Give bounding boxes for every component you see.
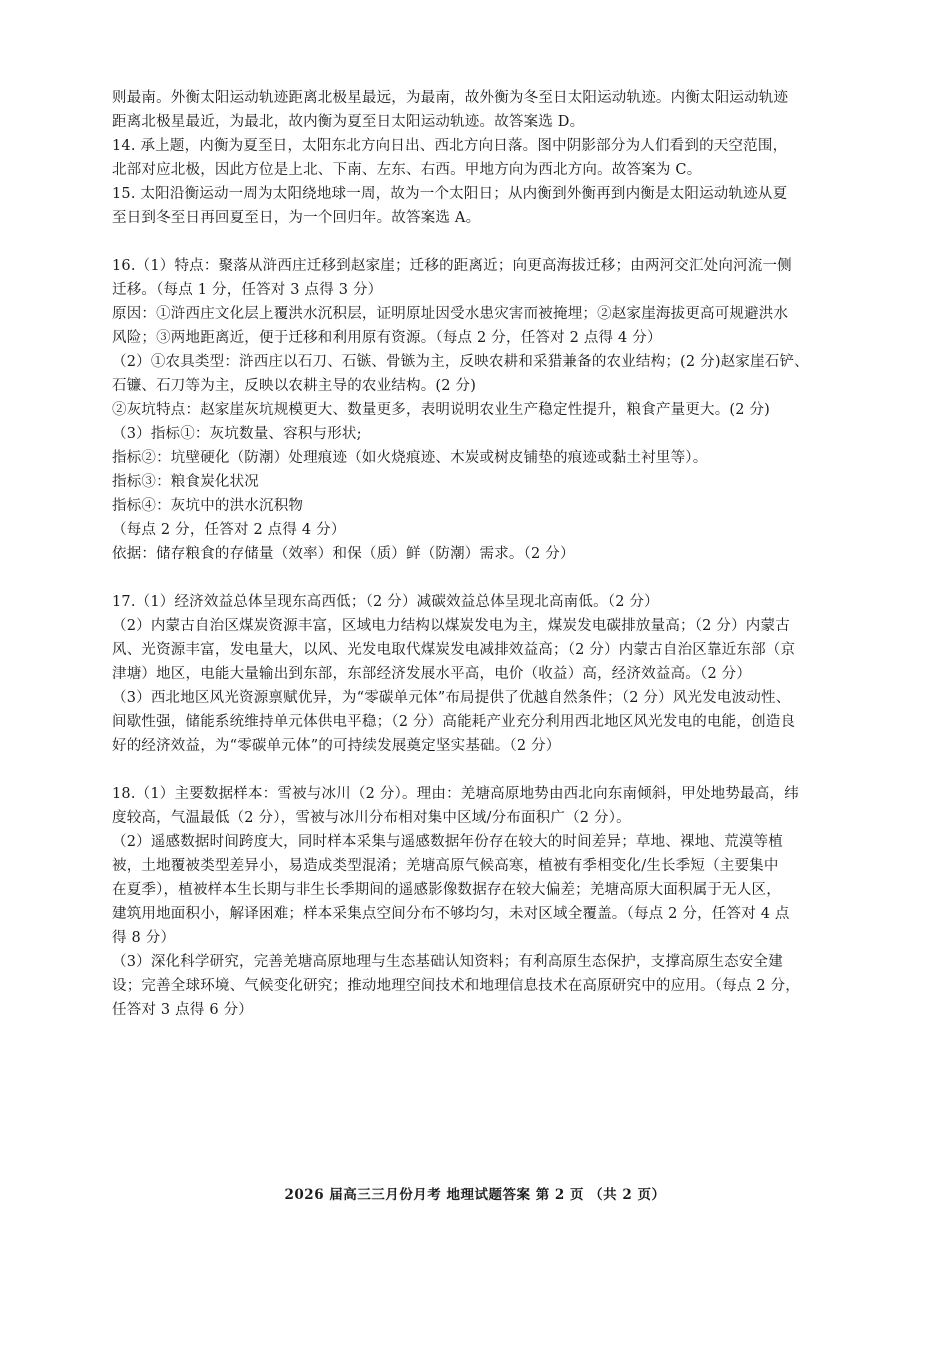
answer-line: 被，土地覆被类型差异小，易造成类型混淆；羌塘高原气候高寒，植被有季相变化/生长季短（主要集中 xyxy=(112,858,779,874)
answer-line: 16.（1）特点：聚落从浒西庄迁移到赵家崖；迁移的距离近；向更高海拔迁移；由两河交汇处向河流一侧 xyxy=(112,258,792,274)
answer-line: 任答对 3 点得 6 分） xyxy=(112,1002,253,1018)
answer-line: （2）①农具类型：浒西庄以石刀、石镞、骨镞为主，反映农耕和采猎兼备的农业结构；(2 分)赵家崖石铲、 xyxy=(112,354,809,370)
answer-block-q13-15 xyxy=(112,86,842,230)
answer-line: 距离北极星最近，为最北，故内衡为夏至日太阳运动轨迹。故答案选 D。 xyxy=(112,114,585,130)
answer-line: ②灰坑特点：赵家崖灰坑规模更大、数量更多，表明说明农业生产稳定性提升，粮食产量更大。(2 分) xyxy=(112,402,771,418)
answer-line: 指标③：粮食炭化状况 xyxy=(112,474,259,490)
answer-line: 迁移。（每点 1 分，任答对 3 点得 3 分） xyxy=(112,282,383,298)
answer-line: （3）西北地区风光资源禀赋优异，为“零碳单元体”布局提供了优越自然条件；（2 分）风光发电波动性、 xyxy=(112,690,791,706)
page-footer: 2026 届高三三月份月考 地理试题答案 第 2 页 （共 2 页） xyxy=(284,1187,666,1203)
answer-line: 建筑用地面积小，解译困难；样本采集点空间分布不够均匀，未对区域全覆盖。（每点 2 分，任答对 4 点 xyxy=(112,906,790,922)
answer-line: 至日到冬至日再回夏至日，为一个回归年。故答案选 A。 xyxy=(112,210,481,226)
answer-line: （2）遥感数据时间跨度大，同时样本采集与遥感数据年份存在较大的时间差异；草地、裸地、荒漠等植 xyxy=(112,834,783,850)
answer-line: 指标②：坑壁硬化（防潮）处理痕迹（如火烧痕迹、木炭或树皮铺垫的痕迹或黏土衬里等）。 xyxy=(112,450,708,466)
answer-line: （3）深化科学研究，完善羌塘高原地理与生态基础认知资料；有利高原生态保护，支撑高原生态安全建 xyxy=(112,954,783,970)
answer-line: 14. 承上题，内衡为夏至日，太阳东北方向日出、西北方向日落。图中阴影部分为人们看到的天空范围， xyxy=(112,138,788,154)
answer-block-q16 xyxy=(112,254,842,566)
answer-line: （3）指标①：灰坑数量、容积与形状; xyxy=(112,426,362,442)
answer-line: 度较高，气温最低（2 分），雪被与冰川分布相对集中区域/分布面积广（2 分）。 xyxy=(112,810,631,826)
answer-line: 18.（1）主要数据样本：雪被与冰川（2 分）。理由：羌塘高原地势由西北向东南倾斜，甲处地势最高，纬 xyxy=(112,786,799,802)
answer-line: 则最南。外衡太阳运动轨迹距离北极星最远，为最南，故外衡为冬至日太阳运动轨迹。内衡太阳运动轨迹 xyxy=(112,90,789,106)
answer-content xyxy=(112,86,842,1046)
answer-line: 间歇性强，储能系统维持单元体供电平稳；（2 分）高能耗产业充分利用西北地区风光发电的电能，创造良 xyxy=(112,714,796,730)
answer-line: 原因：①浒西庄文化层上覆洪水沉积层，证明原址因受水患灾害而被掩埋；②赵家崖海拔更高可规避洪水 xyxy=(112,306,789,322)
answer-line: 设；完善全球环境、气候变化研究；推动地理空间技术和地理信息技术在高原研究中的应用。（每点 2 分， xyxy=(112,978,800,994)
answer-line: 津塘）地区，电能大量输出到东部，东部经济发展水平高，电价（收益）高，经济效益高。（2 分） xyxy=(112,666,752,682)
answer-line: 17.（1）经济效益总体呈现东高西低；（2 分）减碳效益总体呈现北高南低。（2 分） xyxy=(112,594,659,610)
answer-line: （每点 2 分，任答对 2 点得 4 分） xyxy=(112,522,346,538)
answer-line: 好的经济效益，为“零碳单元体”的可持续发展奠定坚实基础。（2 分） xyxy=(112,738,561,754)
answer-line: 北部对应北极，因此方位是上北、下南、左东、右西。甲地方向为西北方向。故答案为 C。 xyxy=(112,162,702,178)
answer-line: 在夏季），植被样本生长期与非生长季期间的遥感影像数据存在较大偏差；羌塘高原大面积属于无人区， xyxy=(112,882,781,898)
answer-line: 石镰、石刀等为主，反映以农耕主导的农业结构。(2 分) xyxy=(112,378,477,394)
answer-line: 风、光资源丰富，发电量大，以风、光发电取代煤炭发电减排效益高；（2 分）内蒙古自治区靠近东部（京 xyxy=(112,642,796,658)
answer-block-q17 xyxy=(112,590,842,758)
answer-line: （2）内蒙古自治区煤炭资源丰富，区域电力结构以煤炭发电为主，煤炭发电碳排放量高；（2 分）内蒙古 xyxy=(112,618,790,634)
answer-line: 指标④：灰坑中的洪水沉积物 xyxy=(112,498,304,514)
answer-line: 得 8 分） xyxy=(112,930,176,946)
answer-block-q18 xyxy=(112,782,842,1022)
answer-line: 风险；③两地距离近，便于迁移和利用原有资源。（每点 2 分，任答对 2 点得 4 分） xyxy=(112,330,662,346)
answer-line: 依据：储存粮食的存储量（效率）和保（质）鲜（防潮）需求。（2 分） xyxy=(112,546,575,562)
answer-line: 15. 太阳沿衡运动一周为太阳绕地球一周，故为一个太阳日；从内衡到外衡再到内衡是太阳运动轨迹从夏 xyxy=(112,186,788,202)
